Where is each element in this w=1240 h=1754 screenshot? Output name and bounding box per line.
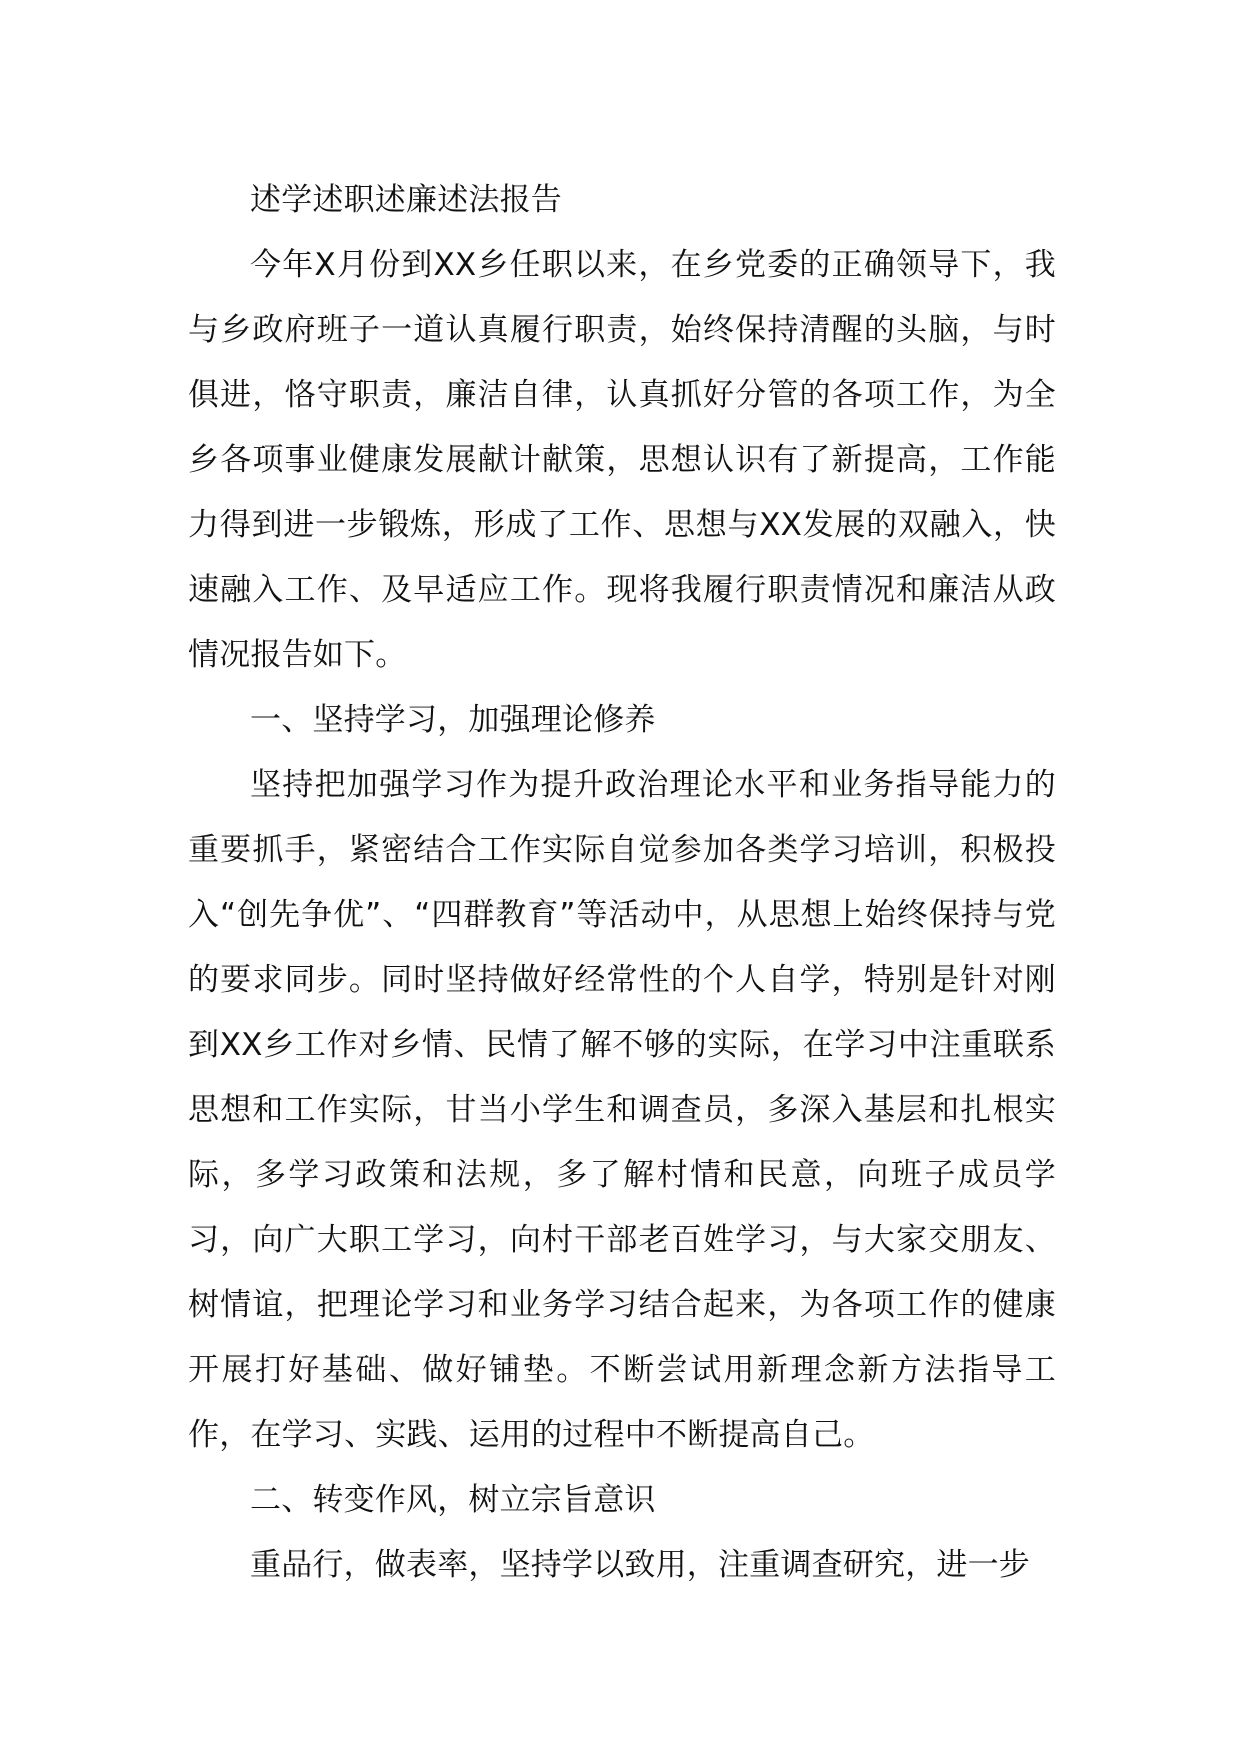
section-paragraph-1: 坚持把加强学习作为提升政治理论水平和业务指导能力的重要抓手，紧密结合工作实际自觉参加各类学习培训，积极投入“创先争优”、“四群教育”等活动中，从思想上始终保持与党的要求同步。同时坚持做好经常性的个人自学，特别是针对刚到XX乡工作对乡情、民情了解不够的实际，在学习中注重联系思想和工作实际，甘当小学生和调查员，多深入基层和扎根实际，多学习政策和法规，多了解村情和民意，向班子成员学习，向广大职工学习，向村干部老百姓学习，与大家交朋友、树情谊，把理论学习和业务学习结合起来，为各项工作的健康开展打好基础、做好铺垫。不断尝试用新理念新方法指导工作，在学习、实践、运用的过程中不断提高自己。 (188, 767, 1056, 1453)
section-heading-1: 一、坚持学习，加强理论修养 (250, 702, 656, 738)
section-paragraph-2: 重品行，做表率，坚持学以致用，注重调查研究，进一步 (250, 1547, 1030, 1583)
document-title: 述学述职述廉述法报告 (250, 182, 562, 218)
intro-paragraph: 今年X月份到XX乡任职以来，在乡党委的正确领导下，我与乡政府班子一道认真履行职责，始终保持清醒的头脑，与时俱进，恪守职责，廉洁自律，认真抓好分管的各项工作，为全乡各项事业健康发展献计献策，思想认识有了新提高，工作能力得到进一步锻炼，形成了工作、思想与XX发展的双融入，快速融入工作、及早适应工作。现将我履行职责情况和廉洁从政情况报告如下。 (188, 247, 1056, 673)
document-body (188, 168, 1056, 1598)
section-heading-2: 二、转变作风，树立宗旨意识 (250, 1482, 656, 1518)
